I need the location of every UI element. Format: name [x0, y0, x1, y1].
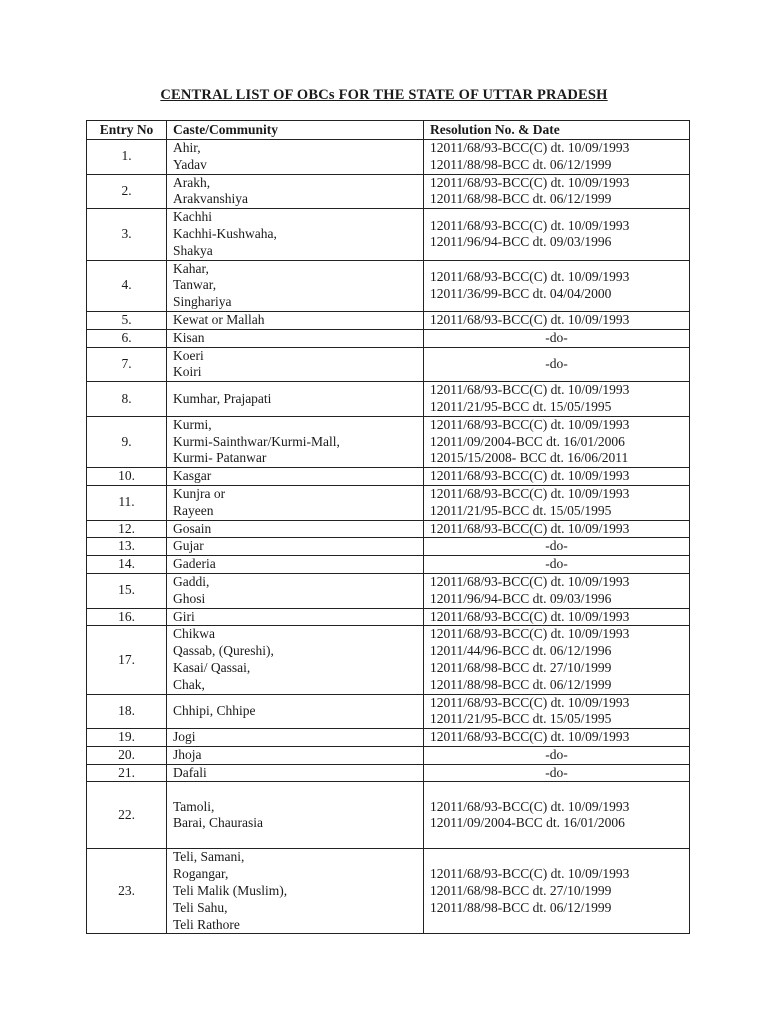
caste-name: Yadav: [173, 156, 207, 172]
entry-number: 4.: [87, 260, 167, 311]
table-row: [87, 382, 690, 417]
resolution-entry: 12011/68/93-BCC(C) dt. 10/09/1993: [430, 416, 630, 432]
resolution-entry: 12011/68/93-BCC(C) dt. 10/09/1993: [430, 626, 630, 642]
caste-name: Tanwar,: [173, 277, 217, 293]
caste-name: Gaderia: [173, 556, 216, 572]
caste-cell: [167, 573, 424, 608]
caste-name: Tamoli,: [173, 798, 215, 814]
resolution-entry: 12011/21/95-BCC dt. 15/05/1995: [430, 711, 612, 727]
caste-name: Koeri: [173, 347, 204, 363]
entry-number: 16.: [87, 608, 167, 626]
ditto-mark: -do-: [545, 764, 568, 780]
caste-name: Jhoja: [173, 746, 202, 762]
caste-name: Teli Sahu,: [173, 899, 228, 915]
table-row: [87, 729, 690, 747]
entry-number: 8.: [87, 382, 167, 417]
resolution-cell: [424, 782, 690, 849]
page-title: CENTRAL LIST OF OBCs FOR THE STATE OF UTTAR PRADESH: [160, 87, 608, 103]
caste-name: Gaddi,: [173, 573, 210, 589]
entry-number: 23.: [87, 849, 167, 934]
resolution-entry: 12011/68/93-BCC(C) dt. 10/09/1993: [430, 311, 630, 327]
resolution-entry: 12011/09/2004-BCC dt. 16/01/2006: [430, 815, 625, 831]
entry-number: 22.: [87, 782, 167, 849]
table-row: [87, 485, 690, 520]
resolution-cell: [424, 746, 690, 764]
caste-name: Kunjra or: [173, 485, 226, 501]
entry-number: 9.: [87, 416, 167, 467]
resolution-cell: [424, 573, 690, 608]
table-row: [87, 556, 690, 574]
resolution-cell: [424, 260, 690, 311]
caste-cell: [167, 556, 424, 574]
caste-name: Kahar,: [173, 260, 209, 276]
caste-name: Teli Malik (Muslim),: [173, 883, 288, 899]
resolution-cell: [424, 209, 690, 260]
resolution-cell: [424, 556, 690, 574]
header-resolution: Resolution No. & Date: [424, 121, 690, 140]
caste-name: Kisan: [173, 329, 205, 345]
resolution-entry: 12011/68/93-BCC(C) dt. 10/09/1993: [430, 140, 630, 155]
caste-name: Kachhi: [173, 209, 212, 225]
table-body: [87, 140, 690, 934]
caste-cell: [167, 140, 424, 175]
table-row: [87, 209, 690, 260]
resolution-entry: 12011/68/98-BCC dt. 27/10/1999: [430, 883, 612, 899]
resolution-cell: [424, 729, 690, 747]
caste-cell: [167, 694, 424, 729]
caste-name: Kumhar, Prajapati: [173, 390, 272, 406]
table-row: [87, 538, 690, 556]
caste-name: Chhipi, Chhipe: [173, 702, 256, 718]
caste-cell: [167, 382, 424, 417]
caste-name: Ahir,: [173, 140, 201, 155]
resolution-entry: 12015/15/2008- BCC dt. 16/06/2011: [430, 450, 629, 466]
entry-number: 13.: [87, 538, 167, 556]
resolution-entry: 12011/68/93-BCC(C) dt. 10/09/1993: [430, 520, 630, 536]
resolution-cell: [424, 416, 690, 467]
caste-name: Kurmi-Sainthwar/Kurmi-Mall,: [173, 433, 340, 449]
caste-name: Giri: [173, 608, 195, 624]
entry-number: 15.: [87, 573, 167, 608]
caste-name: Gosain: [173, 520, 212, 536]
caste-cell: [167, 416, 424, 467]
caste-cell: [167, 209, 424, 260]
resolution-entry: 12011/68/93-BCC(C) dt. 10/09/1993: [430, 268, 630, 284]
resolution-entry: 12011/88/98-BCC dt. 06/12/1999: [430, 156, 612, 172]
entry-number: 21.: [87, 764, 167, 782]
caste-cell: [167, 782, 424, 849]
table-row: [87, 694, 690, 729]
caste-name: Barai, Chaurasia: [173, 815, 263, 831]
table-row: [87, 174, 690, 209]
resolution-cell: [424, 520, 690, 538]
ditto-mark: -do-: [545, 329, 568, 345]
resolution-cell: [424, 347, 690, 382]
resolution-entry: 12011/68/93-BCC(C) dt. 10/09/1993: [430, 485, 630, 501]
table-row: [87, 468, 690, 486]
caste-name: Rogangar,: [173, 866, 229, 882]
resolution-cell: [424, 626, 690, 694]
table-row: [87, 260, 690, 311]
caste-name: Teli Rathore: [173, 916, 240, 932]
table-row: [87, 746, 690, 764]
resolution-cell: [424, 329, 690, 347]
table-row: [87, 849, 690, 934]
resolution-entry: 12011/68/93-BCC(C) dt. 10/09/1993: [430, 798, 630, 814]
entry-number: 3.: [87, 209, 167, 260]
ditto-mark: -do-: [545, 538, 568, 554]
ditto-mark: -do-: [545, 355, 568, 371]
resolution-entry: 12011/68/93-BCC(C) dt. 10/09/1993: [430, 468, 630, 484]
resolution-entry: 12011/68/93-BCC(C) dt. 10/09/1993: [430, 729, 630, 745]
resolution-entry: 12011/96/94-BCC dt. 09/03/1996: [430, 590, 612, 606]
resolution-entry: 12011/36/99-BCC dt. 04/04/2000: [430, 285, 612, 301]
resolution-entry: 12011/68/93-BCC(C) dt. 10/09/1993: [430, 382, 630, 398]
ditto-mark: -do-: [545, 556, 568, 572]
entry-number: 11.: [87, 485, 167, 520]
caste-name: Arakvanshiya: [173, 191, 248, 207]
entry-number: 18.: [87, 694, 167, 729]
resolution-cell: [424, 608, 690, 626]
resolution-cell: [424, 485, 690, 520]
caste-cell: [167, 329, 424, 347]
caste-name: Kachhi-Kushwaha,: [173, 225, 277, 241]
caste-cell: [167, 485, 424, 520]
caste-cell: [167, 468, 424, 486]
resolution-entry: 12011/96/94-BCC dt. 09/03/1996: [430, 234, 612, 250]
caste-cell: [167, 347, 424, 382]
table-row: [87, 573, 690, 608]
resolution-entry: 12011/88/98-BCC dt. 06/12/1999: [430, 676, 612, 692]
caste-name: Kasai/ Qassai,: [173, 659, 251, 675]
resolution-entry: 12011/68/98-BCC dt. 27/10/1999: [430, 659, 612, 675]
caste-name: Chak,: [173, 676, 205, 692]
entry-number: 10.: [87, 468, 167, 486]
resolution-entry: 12011/21/95-BCC dt. 15/05/1995: [430, 502, 612, 518]
caste-name: Ghosi: [173, 590, 206, 606]
caste-cell: [167, 174, 424, 209]
table-row: [87, 520, 690, 538]
resolution-entry: 12011/68/93-BCC(C) dt. 10/09/1993: [430, 174, 630, 190]
resolution-entry: 12011/44/96-BCC dt. 06/12/1996: [430, 643, 612, 659]
caste-cell: [167, 626, 424, 694]
entry-number: 5.: [87, 311, 167, 329]
header-caste-community: Caste/Community: [167, 121, 424, 140]
caste-cell: [167, 764, 424, 782]
caste-name: Gujar: [173, 538, 204, 554]
table-row: [87, 608, 690, 626]
resolution-cell: [424, 468, 690, 486]
resolution-entry: 12011/68/98-BCC dt. 06/12/1999: [430, 191, 612, 207]
caste-name: Chikwa: [173, 626, 215, 642]
caste-name: Jogi: [173, 729, 196, 745]
table-row: [87, 782, 690, 849]
header-entry-no: Entry No: [87, 121, 167, 140]
entry-number: 7.: [87, 347, 167, 382]
table-row: [87, 329, 690, 347]
entry-number: 1.: [87, 140, 167, 175]
table-row: [87, 416, 690, 467]
caste-name: Kewat or Mallah: [173, 311, 265, 327]
caste-cell: [167, 520, 424, 538]
caste-name: Qassab, (Qureshi),: [173, 643, 274, 659]
caste-name: Teli, Samani,: [173, 849, 245, 865]
entry-number: 14.: [87, 556, 167, 574]
entry-number: 17.: [87, 626, 167, 694]
entry-number: 6.: [87, 329, 167, 347]
entry-number: 12.: [87, 520, 167, 538]
resolution-entry: 12011/21/95-BCC dt. 15/05/1995: [430, 398, 612, 414]
caste-cell: [167, 538, 424, 556]
resolution-entry: 12011/68/93-BCC(C) dt. 10/09/1993: [430, 694, 630, 710]
resolution-cell: [424, 174, 690, 209]
obc-table: [86, 120, 690, 934]
table-row: [87, 764, 690, 782]
caste-name: Koiri: [173, 364, 202, 380]
caste-cell: [167, 311, 424, 329]
table-row: [87, 626, 690, 694]
table-row: [87, 347, 690, 382]
resolution-entry: 12011/68/93-BCC(C) dt. 10/09/1993: [430, 217, 630, 233]
entry-number: 2.: [87, 174, 167, 209]
caste-name: Kurmi- Patanwar: [173, 450, 267, 466]
resolution-cell: [424, 849, 690, 934]
resolution-cell: [424, 694, 690, 729]
resolution-cell: [424, 382, 690, 417]
resolution-cell: [424, 311, 690, 329]
caste-name: Shakya: [173, 242, 213, 258]
caste-name: Kasgar: [173, 468, 212, 484]
resolution-cell: [424, 140, 690, 175]
caste-cell: [167, 729, 424, 747]
caste-cell: [167, 608, 424, 626]
caste-cell: [167, 746, 424, 764]
resolution-entry: 12011/68/93-BCC(C) dt. 10/09/1993: [430, 608, 630, 624]
caste-name: Rayeen: [173, 502, 214, 518]
table-header-row: [87, 121, 690, 140]
entry-number: 19.: [87, 729, 167, 747]
resolution-cell: [424, 538, 690, 556]
resolution-entry: 12011/68/93-BCC(C) dt. 10/09/1993: [430, 573, 630, 589]
table-row: [87, 311, 690, 329]
entry-number: 20.: [87, 746, 167, 764]
ditto-mark: -do-: [545, 746, 568, 762]
caste-cell: [167, 849, 424, 934]
resolution-entry: 12011/09/2004-BCC dt. 16/01/2006: [430, 433, 625, 449]
caste-name: Dafali: [173, 764, 207, 780]
caste-name: Singhariya: [173, 294, 232, 310]
resolution-entry: 12011/88/98-BCC dt. 06/12/1999: [430, 899, 612, 915]
caste-name: Kurmi,: [173, 416, 212, 432]
table-row: [87, 140, 690, 175]
caste-cell: [167, 260, 424, 311]
caste-name: Arakh,: [173, 174, 211, 190]
resolution-entry: 12011/68/93-BCC(C) dt. 10/09/1993: [430, 866, 630, 882]
resolution-cell: [424, 764, 690, 782]
